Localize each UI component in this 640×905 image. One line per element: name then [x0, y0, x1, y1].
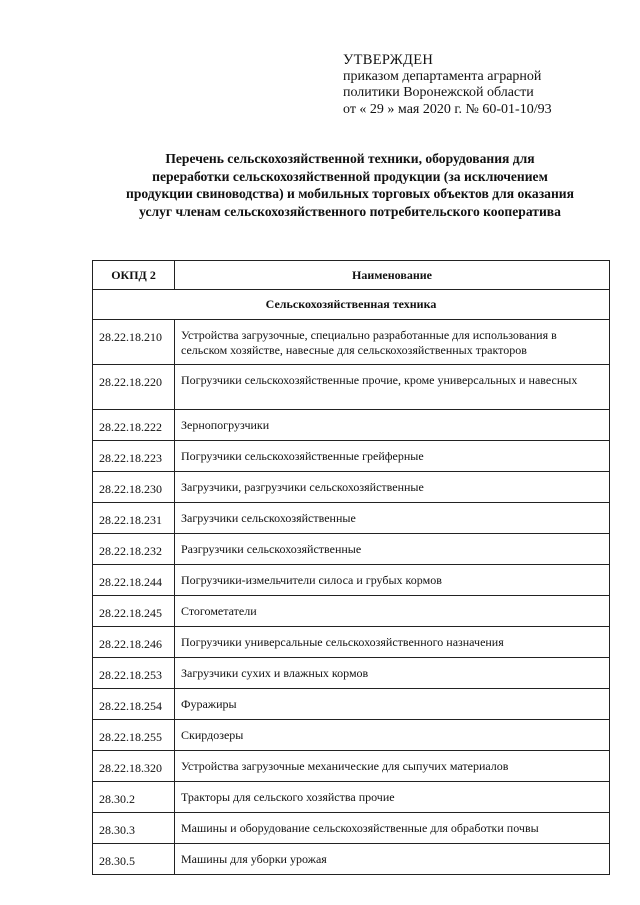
item-name-cell: Загрузчики, разгрузчики сельскохозяйственные — [175, 472, 610, 503]
table-header-row — [93, 261, 610, 290]
okpd-code-cell: 28.22.18.223 — [93, 441, 175, 472]
table-row — [93, 596, 610, 627]
okpd-code-cell: 28.22.18.222 — [93, 410, 175, 441]
okpd-code-cell: 28.22.18.320 — [93, 751, 175, 782]
okpd-code-cell: 28.30.2 — [93, 782, 175, 813]
table-row — [93, 720, 610, 751]
approval-line-3: от « 29 » мая 2020 г. № 60-01-10/93 — [343, 101, 552, 117]
table-row — [93, 844, 610, 875]
document-title — [70, 150, 630, 220]
item-name-cell: Погрузчики сельскохозяйственные грейферные — [175, 441, 610, 472]
okpd-code-cell: 28.22.18.231 — [93, 503, 175, 534]
item-name-cell: Фуражиры — [175, 689, 610, 720]
okpd-code-cell: 28.22.18.230 — [93, 472, 175, 503]
table-row — [93, 658, 610, 689]
okpd-code-cell: 28.30.3 — [93, 813, 175, 844]
table-row — [93, 627, 610, 658]
okpd-code-cell: 28.22.18.232 — [93, 534, 175, 565]
column-header-code: ОКПД 2 — [93, 261, 175, 290]
approval-line-1: приказом департамента аграрной — [343, 68, 542, 84]
title-line-3: продукции свиноводства) и мобильных торговых объектов для оказания — [126, 186, 574, 201]
okpd-code-cell: 28.22.18.255 — [93, 720, 175, 751]
item-name-cell: Загрузчики сухих и влажных кормов — [175, 658, 610, 689]
item-name-cell: Машины и оборудование сельскохозяйственные для обработки почвы — [175, 813, 610, 844]
item-name-cell: Стогометатели — [175, 596, 610, 627]
okpd-code-cell: 28.30.5 — [93, 844, 175, 875]
approval-heading: УТВЕРЖДЕН — [343, 52, 434, 68]
table-row — [93, 565, 610, 596]
section-title: Сельскохозяйственная техника — [93, 290, 610, 320]
item-name-cell: Устройства загрузочные механические для сыпучих материалов — [175, 751, 610, 782]
item-name-cell: Машины для уборки урожая — [175, 844, 610, 875]
okpd-code-cell: 28.22.18.246 — [93, 627, 175, 658]
okpd-code-cell: 28.22.18.220 — [93, 365, 175, 410]
table-row — [93, 689, 610, 720]
table-row — [93, 441, 610, 472]
table-row — [93, 472, 610, 503]
item-name-cell: Погрузчики универсальные сельскохозяйственного назначения — [175, 627, 610, 658]
table-row — [93, 534, 610, 565]
okpd-code-cell: 28.22.18.245 — [93, 596, 175, 627]
item-name-cell: Скирдозеры — [175, 720, 610, 751]
item-name-cell: Разгрузчики сельскохозяйственные — [175, 534, 610, 565]
approval-line-2: политики Воронежской области — [343, 85, 534, 100]
item-name-cell: Тракторы для сельского хозяйства прочие — [175, 782, 610, 813]
title-line-2: переработки сельскохозяйственной продукции (за исключением — [152, 168, 548, 184]
okpd-code-cell: 28.22.18.253 — [93, 658, 175, 689]
equipment-table — [92, 260, 610, 875]
okpd-code-cell: 28.22.18.244 — [93, 565, 175, 596]
table-row — [93, 813, 610, 844]
item-name-cell: Погрузчики сельскохозяйственные прочие, кроме универсальных и навесных — [175, 365, 610, 410]
item-name-cell: Погрузчики-измельчители силоса и грубых кормов — [175, 565, 610, 596]
item-name-cell: Загрузчики сельскохозяйственные — [175, 503, 610, 534]
table-row — [93, 365, 610, 410]
table-row — [93, 320, 610, 365]
table-row — [93, 751, 610, 782]
approval-block — [343, 52, 552, 118]
section-row — [93, 290, 610, 320]
okpd-code-cell: 28.22.18.210 — [93, 320, 175, 365]
title-line-1: Перечень сельскохозяйственной техники, оборудования для — [165, 151, 535, 166]
okpd-code-cell: 28.22.18.254 — [93, 689, 175, 720]
title-line-4: услуг членам сельскохозяйственного потребительского кооператива — [139, 203, 561, 219]
table-row — [93, 410, 610, 441]
column-header-name: Наименование — [175, 261, 610, 290]
table-row — [93, 782, 610, 813]
item-name-cell: Устройства загрузочные, специально разработанные для использования в сельском хозяйстве, навесные для сельскохозяйственных тракторов — [175, 320, 610, 365]
table-row — [93, 503, 610, 534]
item-name-cell: Зернопогрузчики — [175, 410, 610, 441]
